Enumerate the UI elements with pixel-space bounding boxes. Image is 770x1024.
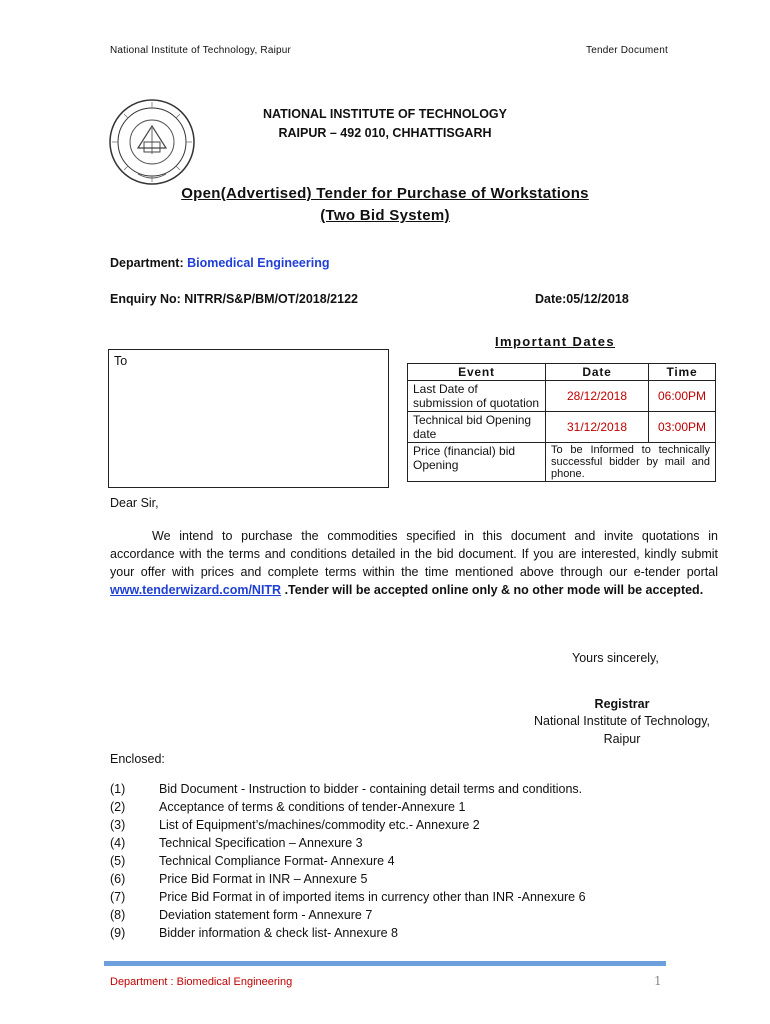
body-text-part2: .Tender will be accepted online only & no other mode will be accepted. bbox=[281, 583, 704, 597]
enclosure-number: (6) bbox=[110, 872, 126, 886]
body-text-part1: We intend to purchase the commodities specified in this document and invite quotations in accordance with the terms and conditions detailed in the bid document. If you are interested, kindly submit your offer with prices and complete terms within the time mentioned above through our e-tender portal bbox=[110, 529, 718, 579]
enquiry-number: Enquiry No: NITRR/S&P/BM/OT/2018/2122 bbox=[110, 292, 358, 306]
header-event: Event bbox=[408, 364, 546, 381]
important-dates-heading: Important Dates bbox=[495, 334, 615, 349]
event-cell: Price (financial) bid Opening bbox=[408, 443, 546, 482]
enclosure-item: Price Bid Format in INR – Annexure 5 bbox=[159, 872, 368, 886]
date-cell: 31/12/2018 bbox=[546, 412, 649, 443]
department-line bbox=[110, 256, 329, 270]
institute-name: NATIONAL INSTITUTE OF TECHNOLOGY bbox=[263, 107, 507, 121]
enclosure-item: Deviation statement form - Annexure 7 bbox=[159, 908, 373, 922]
signatory-title: Registrar bbox=[594, 697, 650, 711]
footer-department: Department : Biomedical Engineering bbox=[110, 976, 293, 988]
enclosure-item: Bidder information & check list- Annexure 8 bbox=[159, 926, 399, 940]
to-label: To bbox=[114, 354, 128, 368]
enclosure-number: (1) bbox=[110, 782, 126, 796]
event-cell: Technical bid Opening date bbox=[408, 412, 546, 443]
tender-portal-link[interactable]: www.tenderwizard.com/NITR bbox=[110, 583, 282, 597]
event-cell: Last Date of submission of quotation bbox=[408, 381, 546, 412]
enclosure-number: (4) bbox=[110, 836, 126, 850]
addressee-box bbox=[108, 349, 389, 488]
page-number: 1 bbox=[654, 974, 662, 988]
date-cell: 28/12/2018 bbox=[546, 381, 649, 412]
body-paragraph bbox=[110, 527, 718, 599]
enclosure-number: (3) bbox=[110, 818, 126, 832]
note-cell: To be Informed to technically successful bidder by mail and phone. bbox=[546, 443, 716, 482]
running-header-left: National Institute of Technology, Raipur bbox=[110, 45, 292, 56]
tender-title: Open(Advertised) Tender for Purchase of Workstations bbox=[181, 185, 589, 202]
table-header-row bbox=[408, 364, 716, 381]
salutation: Dear Sir, bbox=[110, 496, 159, 510]
tender-subtitle: (Two Bid System) bbox=[320, 207, 450, 224]
enclosure-item: Bid Document - Instruction to bidder - containing detail terms and conditions. bbox=[159, 782, 583, 796]
department-label: Department: bbox=[110, 256, 188, 270]
enclosure-number: (2) bbox=[110, 800, 126, 814]
running-header-right: Tender Document bbox=[586, 45, 668, 56]
enclosure-item: Acceptance of terms & conditions of tender-Annexure 1 bbox=[159, 800, 466, 814]
table-row bbox=[408, 443, 716, 482]
enclosure-number: (7) bbox=[110, 890, 126, 904]
enclosed-label: Enclosed: bbox=[110, 752, 165, 766]
header-date: Date bbox=[546, 364, 649, 381]
header-time: Time bbox=[649, 364, 716, 381]
footer-divider bbox=[104, 961, 666, 966]
important-dates-table bbox=[407, 363, 716, 482]
signatory-org: National Institute of Technology, bbox=[533, 714, 711, 728]
enclosure-item: Price Bid Format in of imported items in currency other than INR -Annexure 6 bbox=[159, 890, 586, 904]
closing-yours: Yours sincerely, bbox=[572, 651, 659, 665]
enclosure-item: List of Equipment’s/machines/commodity etc.- Annexure 2 bbox=[159, 818, 480, 832]
enclosure-number: (9) bbox=[110, 926, 126, 940]
time-cell: 06:00PM bbox=[649, 381, 716, 412]
institute-address: RAIPUR – 492 010, CHHATTISGARH bbox=[278, 126, 492, 140]
enclosure-item: Technical Compliance Format- Annexure 4 bbox=[159, 854, 395, 868]
table-row bbox=[408, 412, 716, 443]
department-value: Biomedical Engineering bbox=[187, 256, 330, 270]
enquiry-date: Date:05/12/2018 bbox=[535, 292, 629, 306]
signatory-city: Raipur bbox=[603, 732, 641, 746]
table-row bbox=[408, 381, 716, 412]
time-cell: 03:00PM bbox=[649, 412, 716, 443]
enclosure-number: (5) bbox=[110, 854, 126, 868]
enclosure-item: Technical Specification – Annexure 3 bbox=[159, 836, 363, 850]
enclosure-number: (8) bbox=[110, 908, 126, 922]
